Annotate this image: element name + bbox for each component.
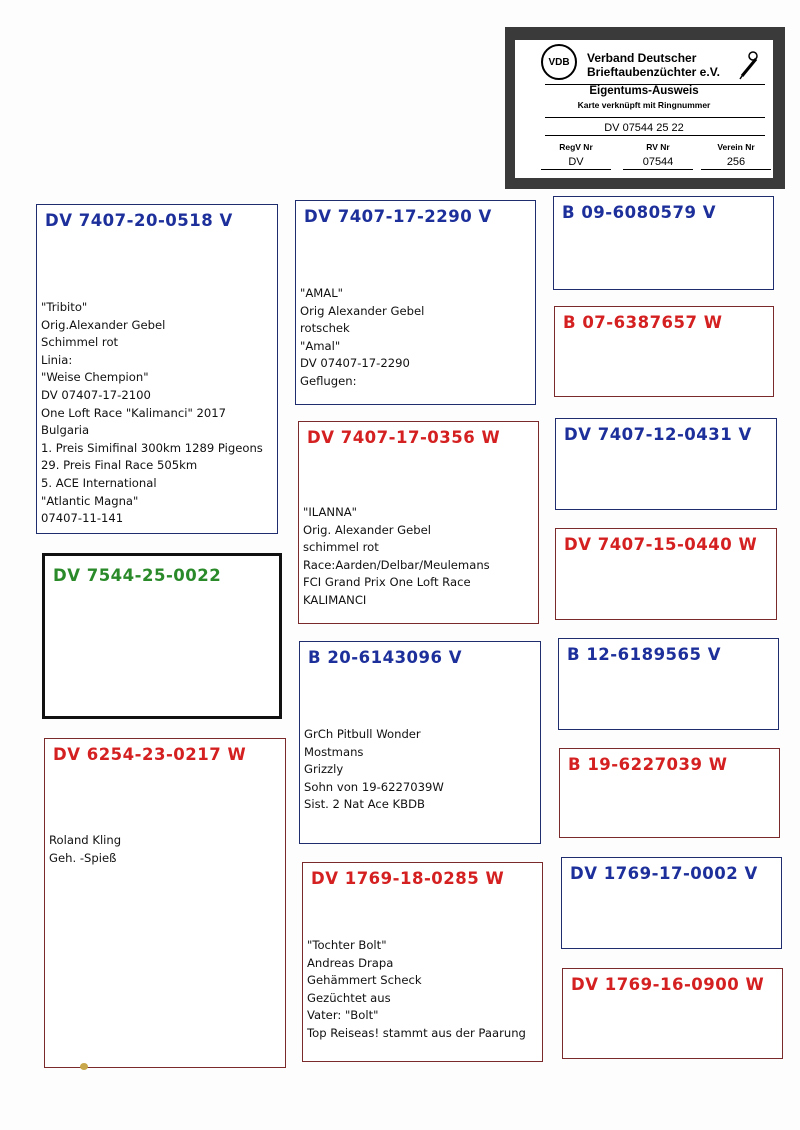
info-line: Orig Alexander Gebel [300, 303, 425, 318]
info-line: "AMAL" [300, 286, 343, 300]
regv-value: DV [541, 156, 611, 170]
ring-number: DV 7407-15-0440 W [564, 535, 758, 554]
info-line: One Loft Race "Kalimanci" 2017 [41, 405, 226, 420]
ownership-id-card [505, 27, 785, 189]
card-divider [545, 117, 765, 118]
ring-number: B 07-6387657 W [563, 313, 723, 332]
bird-info [41, 299, 273, 528]
bird-info [49, 832, 281, 867]
pedigree-box-maternal-grandfather [299, 641, 541, 844]
regv-label: RegV Nr [559, 142, 593, 152]
info-line: "ILANNA" [303, 505, 358, 519]
info-line: "Amal" [300, 338, 341, 353]
info-line: Schimmel rot [41, 335, 119, 350]
pedigree-box-paternal-grandmother [298, 421, 539, 624]
info-line: FCI Grand Prix One Loft Race [303, 575, 471, 590]
pedigree-box-father [36, 204, 278, 534]
info-line: schimmel rot [303, 540, 379, 555]
bird-info [304, 726, 536, 814]
info-line: Mostmans [304, 744, 364, 759]
ring-number: DV 1769-16-0900 W [571, 975, 765, 994]
info-line: Sist. 2 Nat Ace KBDB [304, 797, 425, 812]
info-line: Vater: "Bolt" [307, 1008, 379, 1023]
info-line: Top Reiseas! stammt aus der Paarung [307, 1025, 526, 1040]
info-line: Gehämmert Scheck [307, 973, 422, 988]
info-line: Linia: [41, 352, 73, 367]
card-divider [545, 135, 765, 136]
pedigree-box-great-grandparent [553, 196, 774, 290]
rv-value: 07544 [623, 156, 693, 170]
info-line: KALIMANCI [303, 592, 367, 607]
ring-number: DV 1769-18-0285 W [311, 869, 505, 888]
info-line: GrCh Pitbull Wonder [304, 727, 421, 741]
verein-label: Verein Nr [717, 142, 755, 152]
info-line: Orig.Alexander Gebel [41, 317, 166, 332]
ring-number: B 12-6189565 V [567, 645, 722, 664]
info-line: "Tochter Bolt" [307, 938, 387, 952]
ring-number: DV 7544-25-0022 [53, 566, 222, 585]
info-line: Geh. -Spieß [49, 850, 117, 865]
info-line: "Tribito" [41, 300, 88, 314]
info-line: 5. ACE International [41, 475, 157, 490]
card-title: Eigentums-Ausweis [589, 85, 699, 97]
pen-icon [737, 50, 763, 80]
ring-number: DV 7407-17-2290 V [304, 207, 492, 226]
pedigree-box-great-grandparent [562, 968, 783, 1059]
association-name [587, 51, 720, 79]
pedigree-box-great-grandparent [555, 528, 777, 620]
ring-number: DV 7407-12-0431 V [564, 425, 752, 444]
pedigree-box-subject [42, 553, 282, 719]
info-line: Bulgaria [41, 423, 90, 438]
verein-value: 256 [701, 156, 771, 170]
ring-number: DV 7407-17-0356 W [307, 428, 501, 447]
paper-speck [80, 1063, 88, 1070]
ring-number: B 09-6080579 V [562, 203, 717, 222]
bird-info [300, 285, 531, 391]
ring-number: DV 6254-23-0217 W [53, 745, 247, 764]
info-line: Orig. Alexander Gebel [303, 522, 432, 537]
info-line: DV 07407-17-2100 [41, 387, 151, 402]
ring-number: DV 1769-17-0002 V [570, 864, 758, 883]
info-line: Geflugen: [300, 373, 357, 388]
info-line: Grizzly [304, 762, 344, 777]
association-logo-icon: VDB [541, 44, 577, 80]
info-line: Gezüchtet aus [307, 990, 391, 1005]
pedigree-box-great-grandparent [554, 306, 774, 397]
ring-number: DV 7407-20-0518 V [45, 211, 233, 230]
info-line: "Atlantic Magna" [41, 493, 139, 508]
info-line: 07407-11-141 [41, 511, 124, 526]
pedigree-box-great-grandparent [559, 748, 780, 838]
bird-info [303, 504, 534, 610]
info-line: Sohn von 19-6227039W [304, 779, 444, 794]
info-line: Roland Kling [49, 833, 122, 847]
ring-number: B 20-6143096 V [308, 648, 463, 667]
id-card-body [515, 40, 773, 178]
info-line: DV 07407-17-2290 [300, 356, 410, 371]
info-line: rotschek [300, 321, 350, 336]
pedigree-box-great-grandparent [561, 857, 782, 949]
rv-label: RV Nr [646, 142, 670, 152]
pedigree-box-great-grandparent [555, 418, 777, 510]
association-name-line2: Brieftaubenzüchter e.V. [587, 65, 720, 79]
info-line: 1. Preis Simifinal 300km 1289 Pigeons [41, 440, 263, 455]
info-line: Andreas Drapa [307, 955, 394, 970]
pedigree-box-paternal-grandfather [295, 200, 536, 405]
card-subtitle: Karte verknüpft mit Ringnummer [577, 100, 711, 110]
card-ring-number: DV 07544 25 22 [604, 122, 684, 134]
bird-info [307, 937, 538, 1043]
ring-number: B 19-6227039 W [568, 755, 728, 774]
pedigree-box-maternal-grandmother [302, 862, 543, 1062]
pedigree-box-great-grandparent [558, 638, 779, 730]
association-name-line1: Verband Deutscher [587, 51, 697, 65]
pedigree-box-mother [44, 738, 286, 1068]
info-line: "Weise Chempion" [41, 370, 149, 385]
info-line: 29. Preis Final Race 505km [41, 458, 198, 473]
info-line: Race:Aarden/Delbar/Meulemans [303, 557, 490, 572]
